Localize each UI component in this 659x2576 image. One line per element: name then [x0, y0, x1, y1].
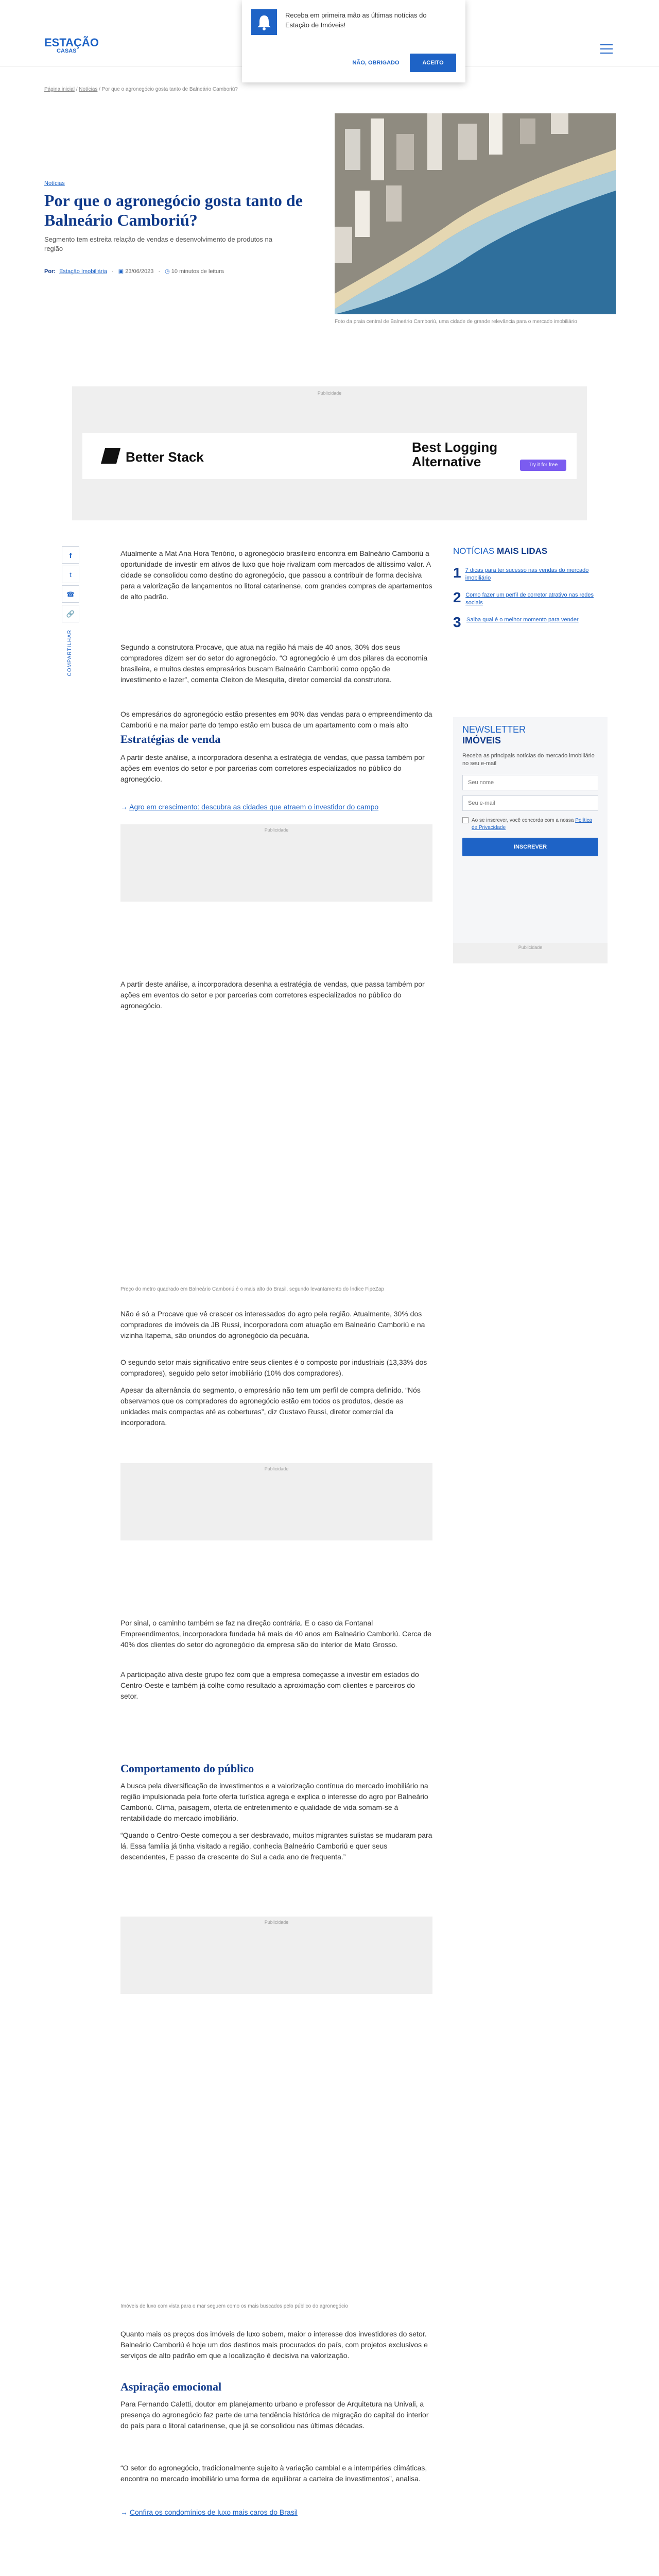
article-paragraph: Segundo a construtora Procave, que atua na região há mais de 40 anos, 30% dos seus compradores dizem ser do setor do agronegócio. “O agronegócio é um dos pilares da economia brasileira, e muitos destes empresários buscam Balneário Camboriú como opção de investimento e lazer”, comenta Cleiton de Mesquita, diretor comercial da construtora.	[120, 643, 428, 684]
article-paragraph: Apesar da alternância do segmento, o empresário não tem um perfil de compra definido. “Nós observamos que os compradores do agronegócio estão em todos os produtos, desde as unidades mais compactas até as coberturas”, diz Gustavo Russi, diretor comercial da incorporadora.	[120, 1386, 421, 1427]
newsletter-name-input[interactable]	[462, 775, 598, 790]
article-paragraph: Por sinal, o caminho também se faz na direção contrária. E o caso da Fontanal Empreendimentos, incorporadora fundada há mais de 40 anos em Balneário Camboriú. Cerca de 40% dos clientes do setor do agronegócio da empresa são do interior de Mato Grosso.	[120, 1619, 431, 1649]
ad-banner[interactable]	[82, 433, 577, 479]
site-logo[interactable]	[44, 37, 99, 54]
article-paragraph: A participação ativa deste grupo fez com que a empresa começasse a investir em estados do Centro-Oeste e também já colhe como resultado a aproximação com clientes e parceiros do setor.	[120, 1670, 419, 1700]
article-image	[120, 2535, 432, 2576]
share-facebook-button[interactable]	[62, 546, 79, 564]
share-whatsapp-button[interactable]	[62, 585, 79, 603]
image-caption: Preço do metro quadrado em Balneário Camboriú é o mais alto do Brasil, segundo levantamento do Índice FipeZap	[120, 1286, 384, 1292]
inline-ad-slot	[120, 1917, 432, 1994]
related-link[interactable]: → Agro em crescimento: descubra as cidades que atraem o investidor do campo	[120, 803, 379, 811]
breadcrumb: Página inicial / Notícias / Por que o agronegócio gosta tanto de Balneário Camboriú?	[44, 87, 238, 92]
calendar-icon: ▣	[118, 268, 124, 275]
share-link-button[interactable]	[62, 605, 79, 622]
article-image	[120, 1051, 432, 1278]
section-heading: Estratégias de venda	[120, 733, 221, 745]
most-read-highlight: MAIS LIDAS	[497, 546, 548, 556]
section-heading: Aspiração emocional	[120, 2380, 222, 2393]
article-paragraph: Não é só a Procave que vê crescer os interessados do agro pela região. Atualmente, 30% dos compradores de imóveis da JB Russi, incorporadora com atuação em Balneário Camboriú e na vizinha Itapema, são oriundos do agronegócio da pecuária.	[120, 1310, 425, 1340]
inline-ad-slot	[120, 1463, 432, 1540]
breadcrumb-home[interactable]: Página inicial	[44, 87, 75, 92]
menu-button[interactable]	[600, 44, 613, 54]
newsletter-highlight: IMÓVEIS	[462, 735, 501, 745]
most-read-item[interactable]	[453, 565, 602, 582]
newsletter-consent	[462, 817, 598, 832]
newsletter-widget	[453, 717, 608, 954]
most-read-item[interactable]	[453, 614, 602, 631]
facebook-icon: f	[69, 551, 72, 560]
author-link[interactable]: Estação Imobiliária	[59, 268, 107, 275]
logo-sub: CASAS	[57, 48, 77, 54]
whatsapp-icon: ☎	[66, 590, 75, 598]
article-byline: Por: Estação Imobiliária · ▣ 23/06/2023 · ◷ 10 minutos de leitura	[44, 268, 224, 275]
article-paragraph: “O setor do agronegócio, tradicionalmente sujeito à variação cambial e a intempéries climáticas, encontra no mercado imobiliário uma forma de equilibrar a carteira de investimentos”, analisa.	[120, 2464, 427, 2483]
ad-label: Publicidade	[518, 945, 543, 950]
popup-text: Receba em primeira mão as últimas notícias do Estação de Imóveis!	[285, 11, 427, 29]
newsletter-email-input[interactable]	[462, 795, 598, 811]
article-paragraph: A busca pela diversificação de investimentos e a valorização contínua do mercado imobiliário na região impulsionada pela forte oferta turística agrega e explica o interesse do agro por Balneário Camboriú. Clima, paisagem, oferta de entretenimento e qualidade de vida somam-se à rentabilidade do mercado imobiliário.	[120, 1782, 428, 1822]
most-read-item[interactable]	[453, 589, 602, 607]
better-stack-logo-icon	[101, 448, 120, 464]
article-paragraph: Atualmente a Mat Ana Hora Tenório, o agronegócio brasileiro encontra em Balneário Camboriú a oportunidade de investir em ativos de luxo que hoje rivalizam com mercados de altíssimo valor. A cidade se consolidou como destino do agronegócio, que passou a contribuir de forma decisiva para a valorização de lançamentos no litoral catarinense, com grandes compras de apartamentos de alto padrão.	[120, 549, 432, 601]
newsletter-text: Receba as principais notícias do mercado imobiliário no seu e-mail	[462, 753, 595, 767]
image-caption: Imóveis de luxo com vista para o mar seguem como os mais buscados pelo público do agronegócio	[120, 2303, 348, 2309]
article-paragraph: Quanto mais os preços dos imóveis de luxo sobem, maior o interesse dos investidores do setor. Balneário Camboriú é hoje um dos destinos mais procurados do país, com projetos exclusivos e serviços de alto padrão em que a localização é decisiva na valorização.	[120, 2330, 428, 2360]
ad-cta-button[interactable]: Try it for free	[520, 460, 566, 471]
share-twitter-button[interactable]	[62, 566, 79, 583]
ad-label: Publicidade	[264, 1466, 289, 1471]
most-read-widget	[453, 546, 602, 631]
logo-main: ESTAÇÃO	[44, 36, 99, 49]
ad-label: Publicidade	[264, 827, 289, 833]
section-heading: Comportamento do público	[120, 1762, 254, 1775]
most-read-title[interactable]: Como fazer um perfil de corretor atrativo nas redes sociais	[465, 592, 594, 606]
privacy-link[interactable]: Política de Privacidade	[472, 818, 593, 831]
breadcrumb-section[interactable]: Notícias	[79, 87, 98, 92]
hero-image	[335, 113, 616, 314]
read-time: 10 minutos de leitura	[171, 268, 224, 275]
breadcrumb-current: Por que o agronegócio gosta tanto de Balneário Camboriú?	[101, 87, 238, 92]
ad-headline: Best Logging Alternative	[412, 439, 498, 469]
article-paragraph: Os empresários do agronegócio estão presentes em 90% das vendas para o empreendimento da Camboriú e na maior parte do tempo estão em busca de um apartamento com o mais alto	[120, 710, 432, 729]
article-paragraph: “Quando o Centro-Oeste começou a ser desbravado, muitos migrantes sulistas se mudaram para lá. Essa família já tinha visitado a região, conhecia Balneário Camboriú e quer seus descendentes, E passo da crescente do Sul a cada ano de frequenta.”	[120, 1831, 432, 1861]
sidebar-ad-slot	[453, 943, 608, 963]
related-link-text[interactable]: Confira os condomínios de luxo mais caros do Brasil	[129, 2508, 298, 2516]
share-bar	[62, 546, 79, 676]
most-read-prefix: NOTÍCIAS	[453, 546, 495, 556]
consent-text: Ao se inscrever, você concorda com a nossa	[472, 818, 574, 823]
article-category[interactable]: Notícias	[44, 180, 65, 187]
most-read-title[interactable]: Saiba qual é o melhor momento para vender	[466, 617, 579, 623]
hamburger-icon	[600, 44, 613, 54]
article-paragraph: A partir deste análise, a incorporadora desenha a estratégia de vendas, que passa também por ações em eventos do setor e por parcerias com corretores especializados no público do agronegócio.	[120, 753, 425, 783]
newsletter-subscribe-button[interactable]: INSCREVER	[462, 838, 598, 856]
share-label: COMPARTILHAR	[67, 630, 73, 676]
byline-prefix: Por:	[44, 268, 56, 275]
ad-brand: Better Stack	[126, 449, 204, 465]
top-ad-slot	[72, 386, 587, 520]
most-read-number: 3	[453, 614, 461, 630]
popup-accept-button[interactable]: ACEITO	[410, 54, 456, 72]
article-subtitle: Segmento tem estreita relação de vendas e desenvolvimento de produtos na região	[44, 235, 272, 252]
ad-label: Publicidade	[264, 1920, 289, 1925]
article-paragraph: O segundo setor mais significativo entre seus clientes é o composto por industriais (13,33% dos compradores), seguido pelo setor imobiliário (10% dos compradores).	[120, 1358, 427, 1377]
hero-caption: Foto da praia central de Balneário Camboriú, uma cidade de grande relevância para o mercado imobiliário	[335, 319, 577, 325]
related-link[interactable]: → Confira os condomínios de luxo mais caros do Brasil	[120, 2508, 298, 2516]
most-read-title[interactable]: 7 dicas para ter sucesso nas vendas do mercado imobiliário	[465, 567, 589, 581]
twitter-icon: t	[70, 571, 72, 579]
bell-icon	[251, 9, 277, 35]
notification-popup	[242, 0, 465, 82]
most-read-number: 1	[453, 565, 461, 581]
link-icon: 🔗	[66, 610, 75, 618]
most-read-number: 2	[453, 589, 461, 605]
article-date: 23/06/2023	[125, 268, 154, 275]
clock-icon: ◷	[165, 268, 170, 275]
newsletter-title: NEWSLETTER	[462, 724, 526, 735]
page-title: Por que o agronegócio gosta tanto de Balneário Camboriú?	[44, 191, 303, 229]
ad-label: Publicidade	[317, 391, 342, 396]
consent-checkbox[interactable]	[462, 817, 469, 823]
article-image	[120, 2040, 432, 2236]
related-link-text[interactable]: Agro em crescimento: descubra as cidades que atraem o investidor do campo	[129, 803, 379, 811]
article-paragraph: Para Fernando Caletti, doutor em planejamento urbano e professor de Arquitetura na Univali, a presença do agronegócio faz parte de uma tendência histórica de migração do capital do interior do país para o litoral catarinense, que já se consolidou nas últimas décadas.	[120, 2400, 429, 2430]
article-paragraph: A partir deste análise, a incorporadora desenha a estratégia de vendas, que passa também por ações em eventos do setor e por parcerias com corretores especializados no público do agronegócio.	[120, 980, 425, 1010]
inline-ad-slot	[120, 824, 432, 902]
most-read-heading	[453, 546, 602, 556]
popup-decline-button[interactable]: NÃO, OBRIGADO	[352, 60, 400, 66]
